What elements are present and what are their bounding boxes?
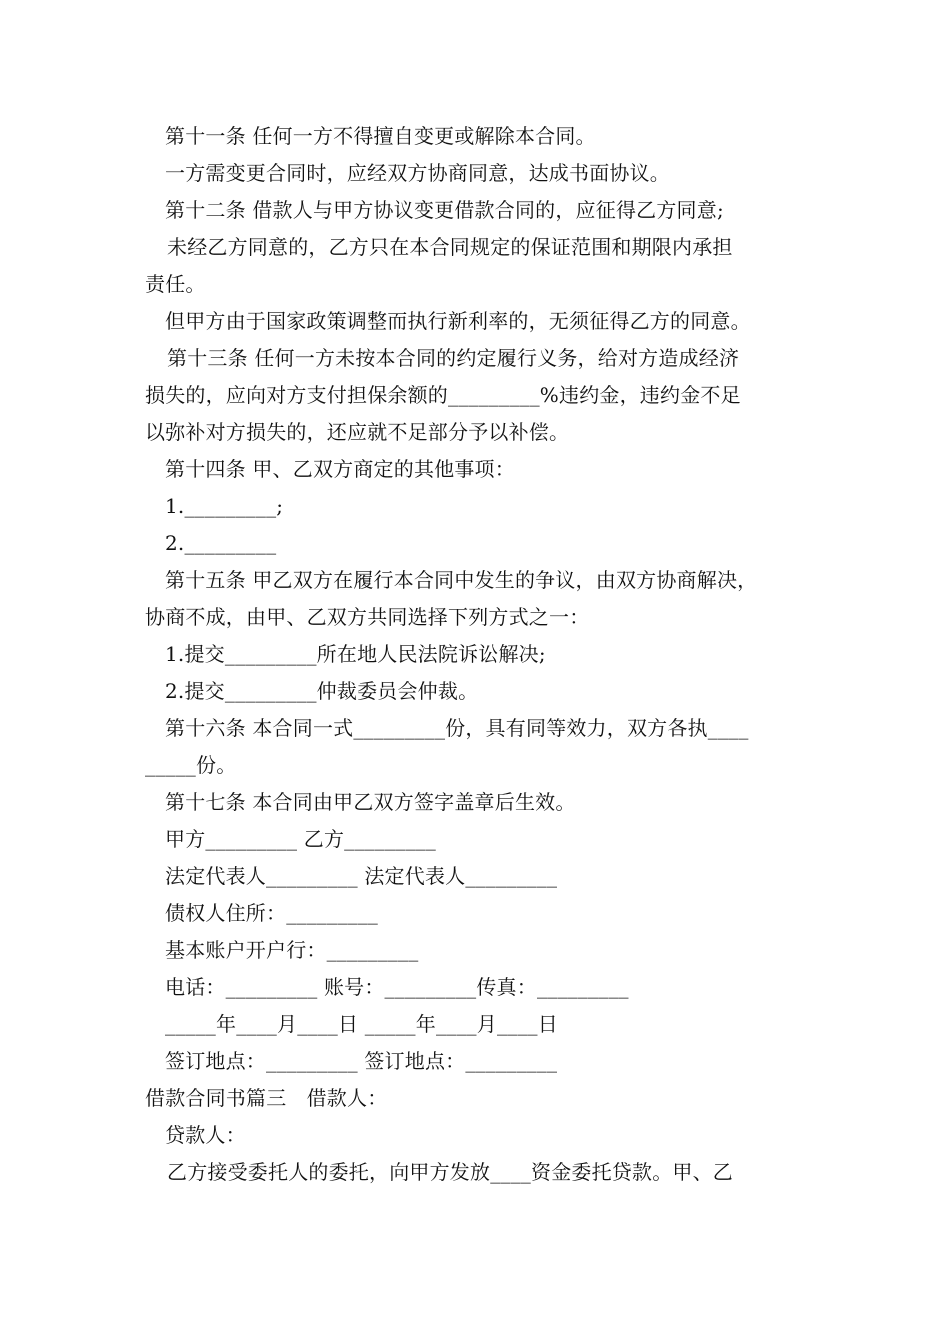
clause-11-title: 第十一条 任何一方不得擅自变更或解除本合同。 <box>165 124 596 148</box>
clause-15-title: 第十五条 甲乙双方在履行本合同中发生的争议，由双方协商解决， <box>165 568 758 592</box>
signature-representatives: 法定代表人_________ 法定代表人_________ <box>165 864 558 888</box>
clause-15-option-1: 1.提交_________所在地人民法院诉讼解决; <box>165 642 546 666</box>
clause-17-title: 第十七条 本合同由甲乙双方签字盖章后生效。 <box>165 790 576 814</box>
creditor-address: 债权人住所：_________ <box>165 901 378 925</box>
clause-16-body: _____份。 <box>145 753 237 777</box>
clause-13-title: 第十三条 任何一方未按本合同的约定履行义务，给对方造成经济 <box>167 346 740 370</box>
clause-11-body: 一方需变更合同时，应经双方协商同意，达成书面协议。 <box>165 161 670 185</box>
clause-12-body-line3: 但甲方由于国家政策调整而执行新利率的，无须征得乙方的同意。 <box>165 309 751 333</box>
clause-15-body: 协商不成，由甲、乙双方共同选择下列方式之一： <box>145 605 590 629</box>
clause-16-title: 第十六条 本合同一式_________份，具有同等效力，双方各执____ <box>165 716 749 740</box>
clause-13-body-line1: 损失的，应向对方支付担保余额的_________%违约金，违约金不足 <box>145 383 741 407</box>
clause-12-body-line1: 未经乙方同意的，乙方只在本合同规定的保证范围和期限内承担 <box>167 235 733 259</box>
bank-account: 基本账户开户行：_________ <box>165 938 419 962</box>
clause-14-item-2: 2._________ <box>165 531 277 555</box>
signature-parties: 甲方_________ 乙方_________ <box>165 827 436 851</box>
clause-15-option-2: 2.提交_________仲裁委员会仲裁。 <box>165 679 479 703</box>
clause-14-title: 第十四条 甲、乙双方商定的其他事项： <box>165 457 515 481</box>
signing-locations: 签订地点：_________ 签订地点：_________ <box>165 1049 558 1073</box>
section-3-body: 乙方接受委托人的委托，向甲方发放____资金委托贷款。甲、乙 <box>167 1160 733 1184</box>
clause-13-body-line2: 以弥补对方损失的，还应就不足部分予以补偿。 <box>145 420 570 444</box>
contact-info: 电话：_________ 账号：_________传真：_________ <box>165 975 629 999</box>
section-3-heading: 借款合同书篇三 借款人： <box>145 1086 388 1110</box>
signing-dates: _____年____月____日 _____年____月____日 <box>165 1012 558 1036</box>
lender-label: 贷款人： <box>165 1123 246 1147</box>
clause-12-body-line2: 责任。 <box>145 272 206 296</box>
clause-12-title: 第十二条 借款人与甲方协议变更借款合同的，应征得乙方同意; <box>165 198 724 222</box>
clause-14-item-1: 1._________; <box>165 494 284 518</box>
